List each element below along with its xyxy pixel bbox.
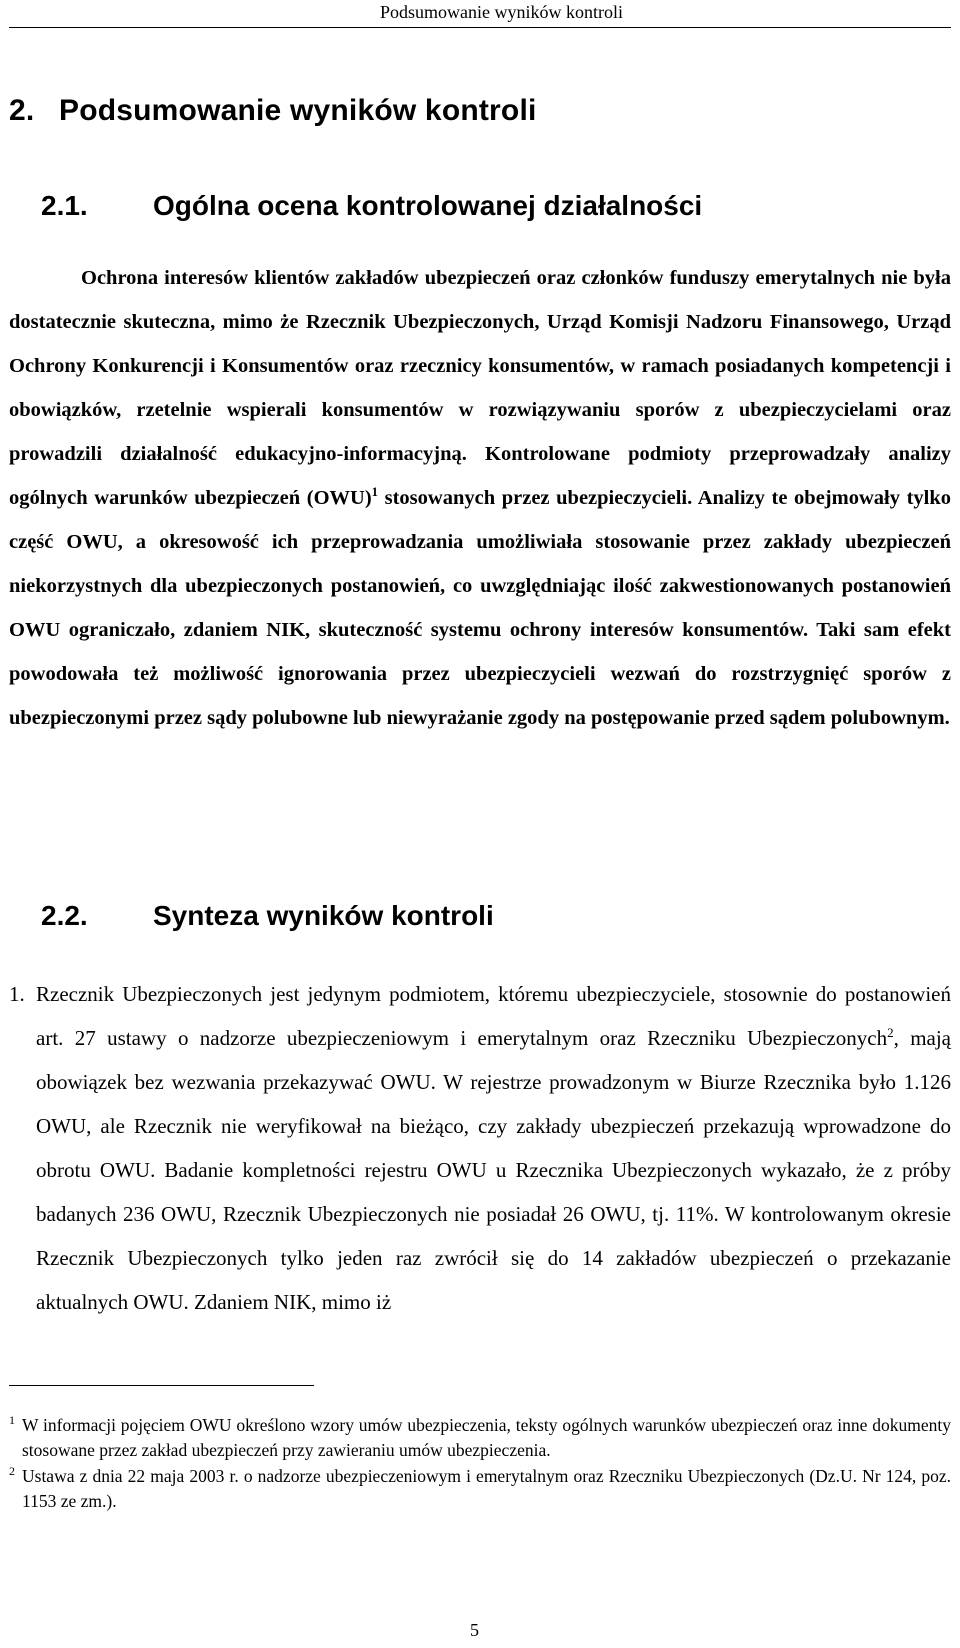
footnote-number: 2 [9, 1464, 15, 1478]
subsection-title: Synteza wyników kontroli [153, 900, 494, 931]
footnote-divider [9, 1385, 314, 1386]
section-title: Podsumowanie wyników kontroli [59, 94, 537, 127]
running-header: Podsumowanie wyników kontroli [380, 2, 623, 22]
list-item-part-2: , mają obowiązek bez wezwania przekazywać OWU. W rejestrze prowadzonym w Biurze Rzecznika było 1.126 OWU, ale Rzecznik nie weryfikował na bieżąco, czy zakłady ubezpieczeń przekazują wprowadzone do obrotu OWU. Badanie kompletności rejestru OWU u Rzecznika Ubezpieczonych wykazało, że z próby badanych 236 OWU, Rzecznik Ubezpieczonych nie posiadał 26 OWU, tj. 11%. W kontrolowanym okresie Rzecznik Ubezpieczonych tylko jeden raz zwrócił się do 14 zakładów ubezpieczeń o przekazanie aktualnych OWU. Zdaniem NIK, mimo iż [36, 1026, 952, 1314]
footnote [9, 1413, 951, 1463]
section-heading [9, 94, 537, 128]
list-item-body [36, 972, 951, 1324]
footnote-reference-2[interactable]: 2 [887, 1025, 894, 1040]
footnote-text: Ustawa z dnia 22 maja 2003 r. o nadzorze ubezpieczeniowym i emerytalnym oraz Rzeczniku Ubezpieczonych (Dz.U. Nr 124, poz. 1153 ze zm.). [22, 1466, 951, 1511]
footnote-number: 1 [9, 1413, 15, 1427]
paragraph-text [9, 256, 951, 740]
summary-paragraph [9, 256, 951, 740]
header-divider [9, 27, 951, 28]
list-item-marker: 1. [9, 982, 25, 1006]
paragraph-part-2: stosowanych przez ubezpieczycieli. Analizy te obejmowały tylko część OWU, a okresowość ich przeprowadzania umożliwiała stosowanie przez zakłady ubezpieczeń niekorzystnych dla ubezpieczonych postanowień, co uwzględniając ilość zakwestionowanych postanowień OWU ograniczało, zdaniem NIK, skuteczność systemu ochrony interesów konsumentów. Taki sam efekt powodowała też możliwość ignorowania przez ubezpieczycieli wezwań do rozstrzygnięć sporów z ubezpieczonymi przez sądy polubowne lub niewyrażanie zgody na postępowanie przed sądem polubownym. [9, 487, 951, 729]
subsection-title: Ogólna ocena kontrolowanej działalności [153, 190, 703, 221]
footnote-reference-1[interactable]: 1 [371, 485, 379, 500]
footnotes [9, 1413, 951, 1515]
list-item-part-1: Rzecznik Ubezpieczonych jest jedynym podmiotem, któremu ubezpieczyciele, stosownie do postanowień art. 27 ustawy o nadzorze ubezpieczeniowym i emerytalnym oraz Rzeczniku Ubezpieczonych [36, 982, 951, 1050]
footnote-text: W informacji pojęciem OWU określono wzory umów ubezpieczenia, teksty ogólnych warunków ubezpieczeń oraz inne dokumenty stosowane przez zakład ubezpieczeń przy zawieraniu umów ubezpieczenia. [22, 1415, 951, 1460]
list-item [9, 972, 951, 1324]
subsection-heading-2-2 [41, 900, 494, 932]
subsection-heading-2-1 [41, 190, 702, 222]
footnote [9, 1464, 951, 1514]
section-number: 2. [9, 94, 35, 127]
subsection-number: 2.1. [41, 190, 88, 221]
page-number: 5 [470, 1620, 479, 1640]
paragraph-part-1: Ochrona interesów klientów zakładów ubezpieczeń oraz członków funduszy emerytalnych nie była dostatecznie skuteczna, mimo że Rzecznik Ubezpieczonych, Urząd Komisji Nadzoru Finansowego, Urząd Ochrony Konkurencji i Konsumentów oraz rzecznicy konsumentów, w ramach posiadanych kompetencji i obowiązków, rzetelnie wspierali konsumentów w rozwiązywaniu sporów z ubezpieczycielami oraz prowadzili działalność edukacyjno-informacyjną. Kontrolowane podmioty przeprowadzały analizy ogólnych warunków ubezpieczeń (OWU) [9, 267, 951, 509]
subsection-number: 2.2. [41, 900, 88, 931]
synthesis-list [9, 972, 951, 1324]
